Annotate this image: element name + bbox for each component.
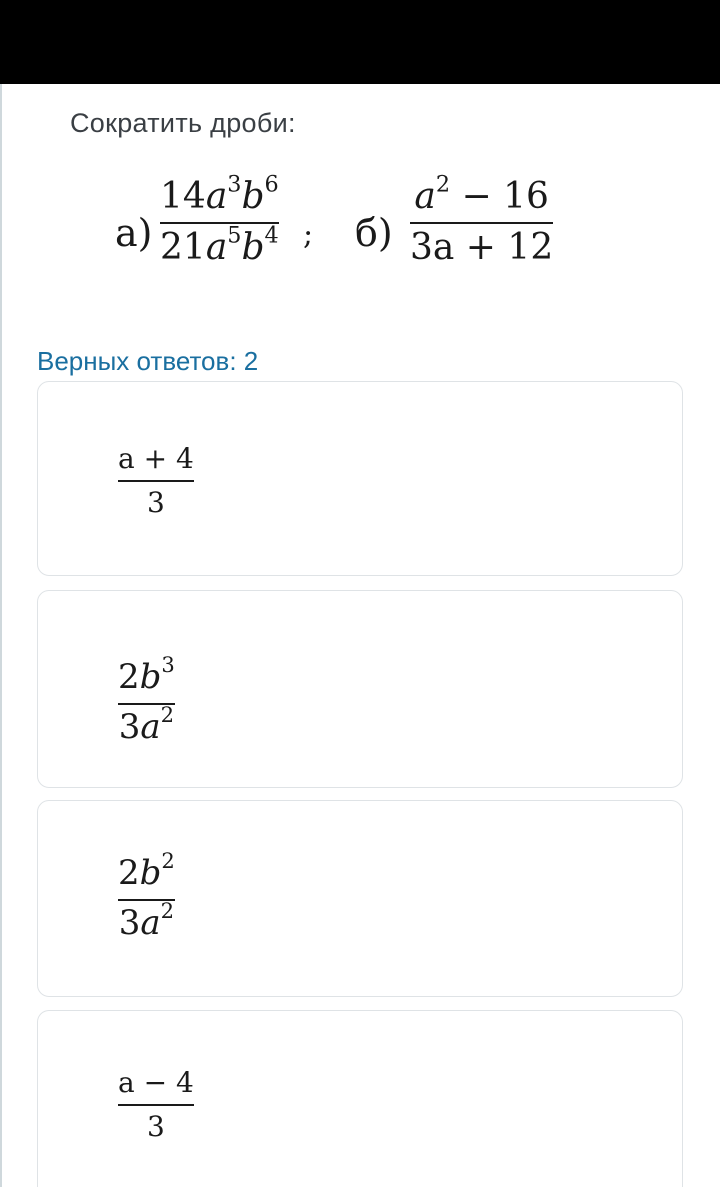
option-1-numerator: a + 4 — [118, 442, 194, 475]
option-3-numerator: $2b^2$ — [118, 848, 175, 893]
answer-option-4[interactable] — [37, 1010, 683, 1187]
part-b-denominator: 3a + 12 — [410, 227, 554, 268]
option-3-fraction — [118, 848, 175, 943]
option-3-denominator: $3a^2$ — [118, 898, 175, 943]
option-4-fraction — [118, 1066, 194, 1144]
correct-answers-count: Верных ответов: 2 — [37, 346, 259, 376]
separator: ; — [303, 217, 314, 252]
task-title: Сократить дроби: — [70, 108, 296, 138]
option-4-denominator: 3 — [146, 1110, 165, 1143]
option-1-fraction — [118, 442, 194, 520]
page-edge — [0, 84, 2, 1187]
option-2-fraction — [118, 652, 175, 747]
part-b-numerator: $a^2 - 16$ — [414, 171, 549, 217]
part-a-numerator: $14a^3b^6$ — [160, 171, 279, 217]
part-a-denominator: $21a^5b^4$ — [160, 222, 279, 268]
part-b-fraction — [410, 171, 554, 270]
option-4-numerator: a − 4 — [118, 1066, 194, 1099]
answer-option-3[interactable] — [37, 800, 683, 997]
part-a-fraction — [160, 171, 279, 270]
problem-expression — [115, 171, 595, 295]
option-2-denominator: $3a^2$ — [118, 702, 175, 747]
part-a-label: а) — [115, 211, 153, 255]
answer-option-2[interactable] — [37, 590, 683, 788]
answer-option-1[interactable] — [37, 381, 683, 576]
option-2-numerator: $2b^3$ — [118, 652, 175, 697]
option-1-denominator: 3 — [146, 486, 165, 519]
part-b-label: б) — [355, 211, 393, 255]
